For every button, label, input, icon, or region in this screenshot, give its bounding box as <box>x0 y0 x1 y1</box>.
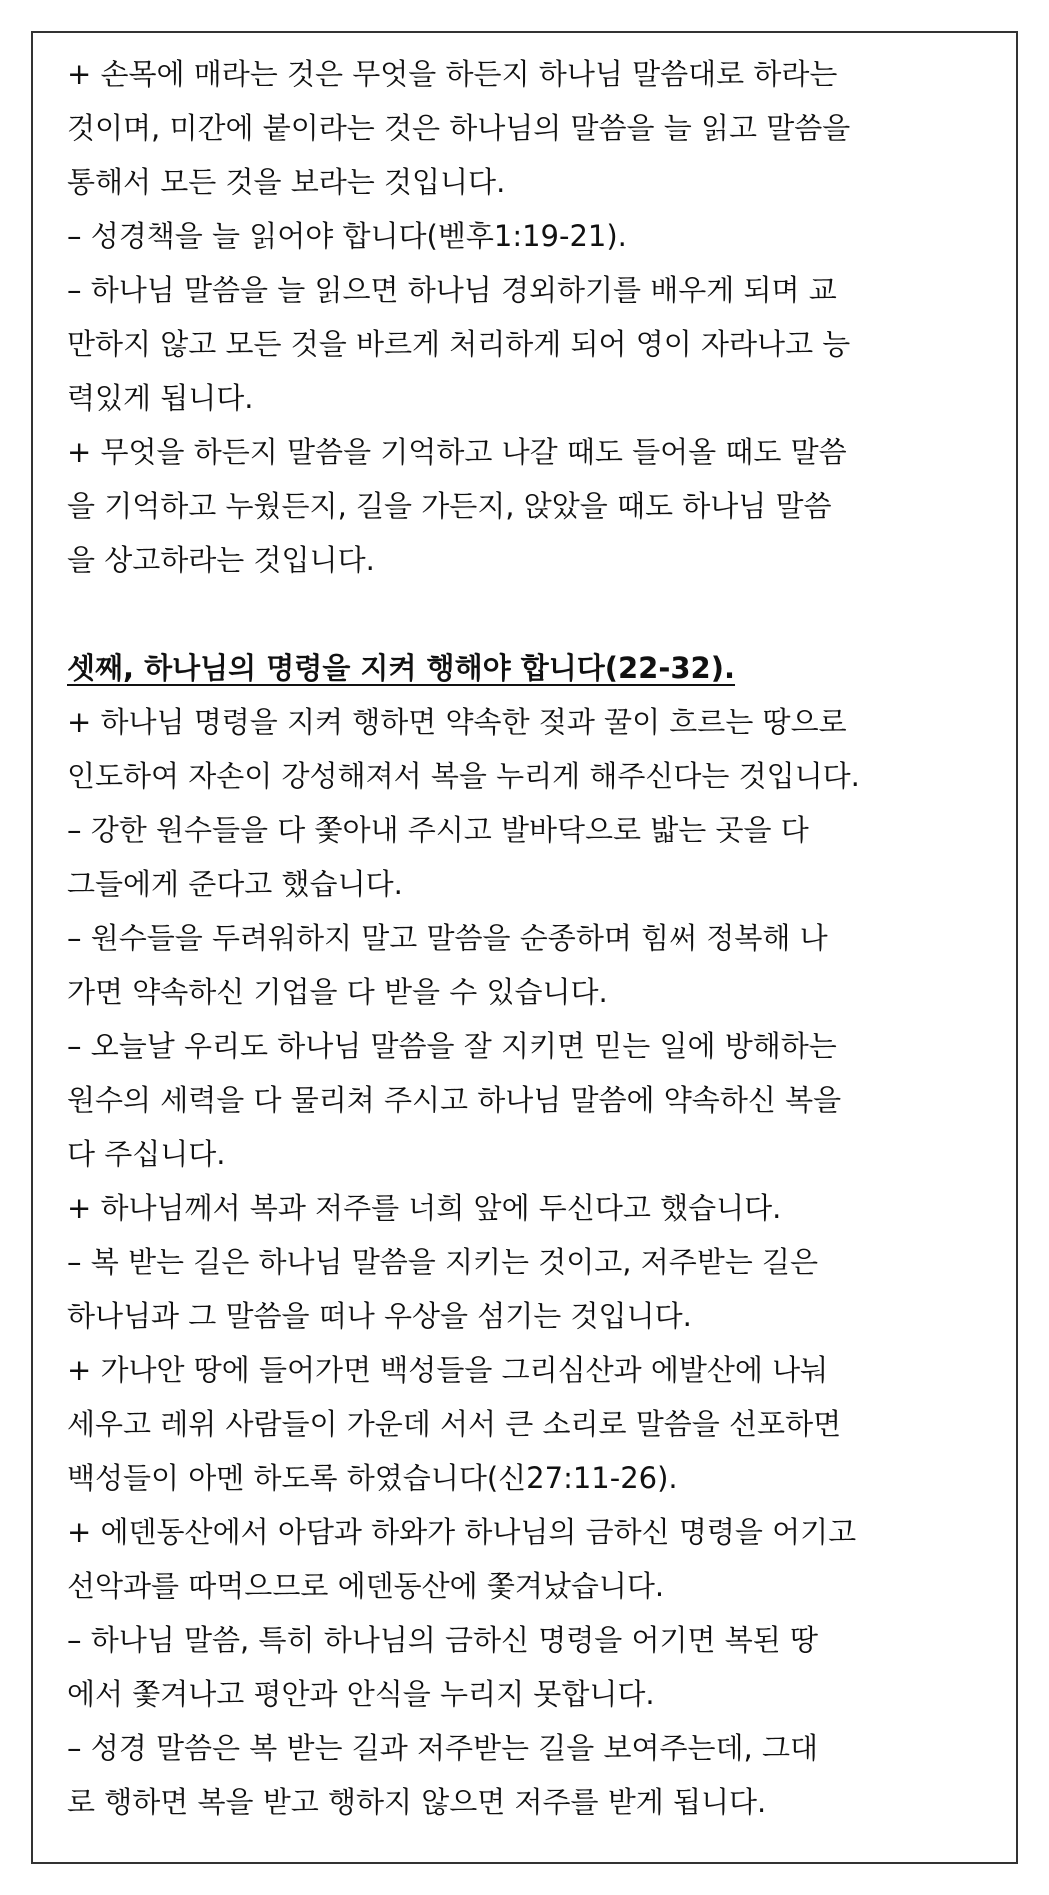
paragraph <box>67 1019 997 1181</box>
text-line: – 오늘날 우리도 하나님 말씀을 잘 지키면 믿는 일에 방해하는 <box>67 1029 837 1063</box>
section-heading: 셋째, 하나님의 명령을 지켜 행해야 합니다(22-32). <box>67 651 736 685</box>
text-line: – 복 받는 길은 하나님 말씀을 지키는 것이고, 저주받는 길은 <box>67 1245 819 1279</box>
text-line: – 하나님 말씀, 특히 하나님의 금하신 명령을 어기면 복된 땅 <box>67 1623 819 1657</box>
text-line: + 무엇을 하든지 말씀을 기억하고 나갈 때도 들어올 때도 말씀 <box>67 435 847 469</box>
paragraph <box>67 1235 997 1343</box>
text-line: 가면 약속하신 기업을 다 받을 수 있습니다. <box>67 975 608 1009</box>
paragraph <box>67 1505 997 1613</box>
text-line: 원수의 세력을 다 물리쳐 주시고 하나님 말씀에 약속하신 복을 <box>67 1083 842 1117</box>
paragraph <box>67 425 997 587</box>
text-line: 통해서 모든 것을 보라는 것입니다. <box>67 165 506 199</box>
paragraph <box>67 803 997 911</box>
text-line: – 하나님 말씀을 늘 읽으면 하나님 경외하기를 배우게 되며 교 <box>67 273 837 307</box>
text-line: 을 기억하고 누웠든지, 길을 가든지, 앉았을 때도 하나님 말씀 <box>67 489 832 523</box>
text-line: 그들에게 준다고 했습니다. <box>67 867 403 901</box>
text-line: 것이며, 미간에 붙이라는 것은 하나님의 말씀을 늘 읽고 말씀을 <box>67 111 851 145</box>
text-line: 만하지 않고 모든 것을 바르게 처리하게 되어 영이 자라나고 능 <box>67 327 851 361</box>
paragraph <box>67 1181 997 1235</box>
text-line: + 손목에 매라는 것은 무엇을 하든지 하나님 말씀대로 하라는 <box>67 57 838 91</box>
text-line: + 가나안 땅에 들어가면 백성들을 그리심산과 에발산에 나눠 <box>67 1353 829 1387</box>
text-line: 인도하여 자손이 강성해져서 복을 누리게 해주신다는 것입니다. <box>67 759 860 793</box>
text-line: – 성경 말씀은 복 받는 길과 저주받는 길을 보여주는데, 그대 <box>67 1731 819 1765</box>
paragraph <box>67 47 997 209</box>
text-line: 세우고 레위 사람들이 가운데 서서 큰 소리로 말씀을 선포하면 <box>67 1407 842 1441</box>
text-line: + 하나님 명령을 지켜 행하면 약속한 젖과 꿀이 흐르는 땅으로 <box>67 705 847 739</box>
text-line: 다 주십니다. <box>67 1137 226 1171</box>
text-line: 에서 쫓겨나고 평안과 안식을 누리지 못합니다. <box>67 1677 655 1711</box>
paragraph <box>67 1613 997 1721</box>
paragraph <box>67 695 997 803</box>
section-spacer <box>67 587 997 641</box>
text-line: 선악과를 따먹으므로 에덴동산에 쫓겨났습니다. <box>67 1569 665 1603</box>
text-line: 로 행하면 복을 받고 행하지 않으면 저주를 받게 됩니다. <box>67 1785 767 1819</box>
text-line: 백성들이 아멘 하도록 하였습니다(신27:11-26). <box>67 1461 678 1495</box>
text-line: 하나님과 그 말씀을 떠나 우상을 섬기는 것입니다. <box>67 1299 692 1333</box>
text-line: + 하나님께서 복과 저주를 너희 앞에 두신다고 했습니다. <box>67 1191 782 1225</box>
text-line: 력있게 됩니다. <box>67 381 254 415</box>
text-line: – 원수들을 두려워하지 말고 말씀을 순종하며 힘써 정복해 나 <box>67 921 828 955</box>
paragraph <box>67 263 997 425</box>
paragraph <box>67 1343 997 1505</box>
paragraph <box>67 911 997 1019</box>
paragraph <box>67 209 997 263</box>
text-line: 을 상고하라는 것입니다. <box>67 543 375 577</box>
section-heading-block <box>67 641 997 695</box>
text-line: – 성경책을 늘 읽어야 합니다(벧후1:19-21). <box>67 219 627 253</box>
text-line: – 강한 원수들을 다 쫓아내 주시고 발바닥으로 밟는 곳을 다 <box>67 813 809 847</box>
document-body <box>67 33 997 1829</box>
paragraph <box>67 1721 997 1829</box>
page-frame <box>31 31 1018 1864</box>
text-line: + 에덴동산에서 아담과 하와가 하나님의 금하신 명령을 어기고 <box>67 1515 857 1549</box>
